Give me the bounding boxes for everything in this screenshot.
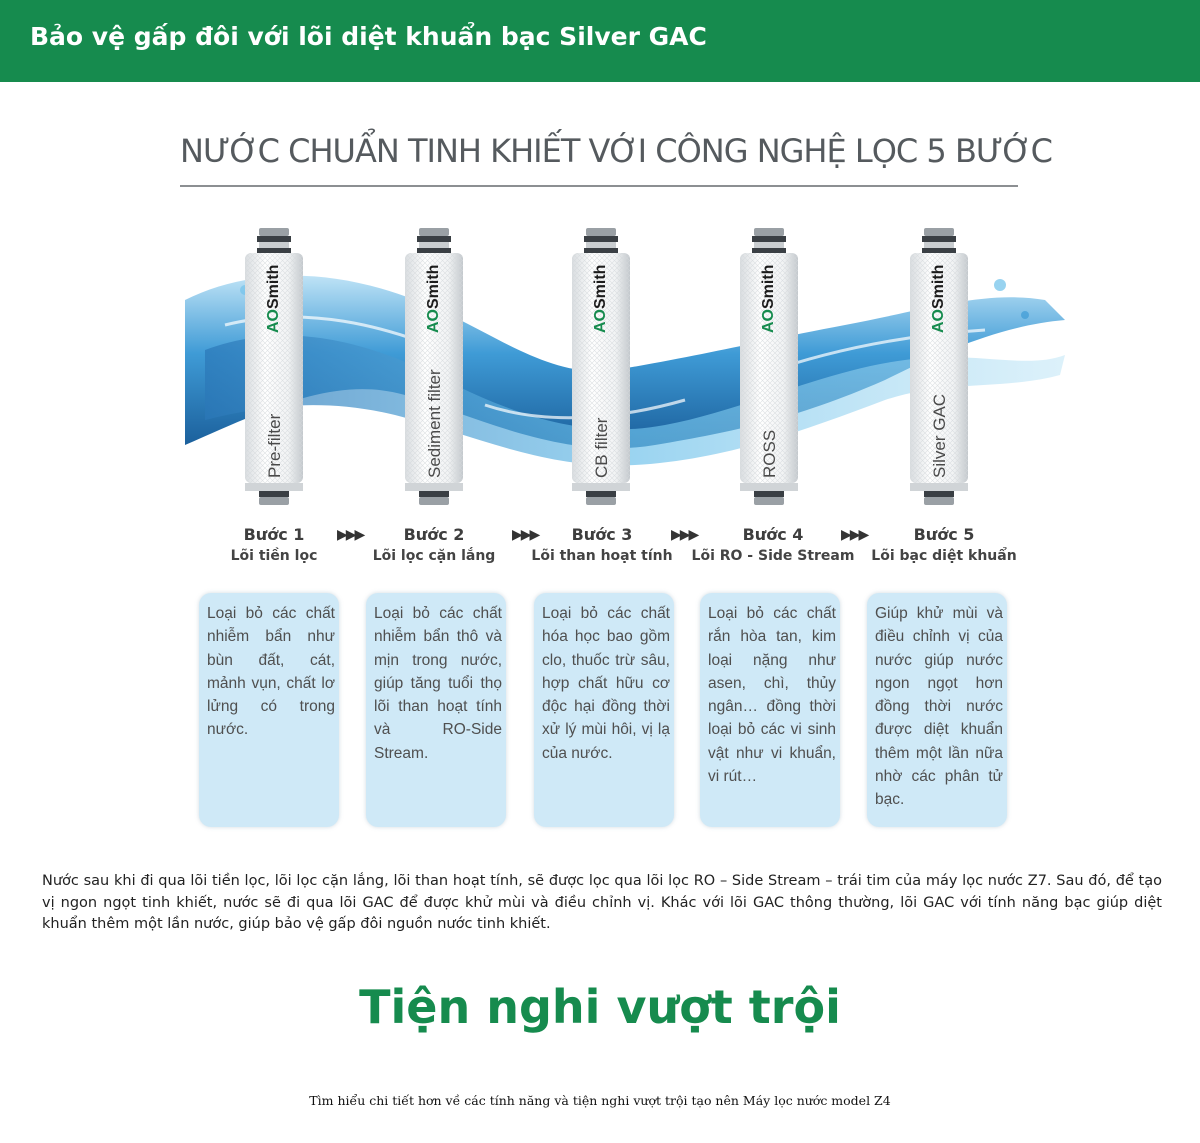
step-description-box-5 [867,593,1007,827]
step-heading-4 [688,525,858,564]
step-description-box-4 [700,593,840,827]
filter-label: CB filter [592,417,611,478]
step-description-box-2 [366,593,506,827]
filter-label: ROSS [760,429,779,478]
body-paragraph: Nước sau khi đi qua lõi tiền lọc, lõi lọc cặn lắng, lõi than hoạt tính, sẽ được lọc qua lõi lọc RO – Side Stream – trái tim của máy lọc nước Z7. Sau đó, để tạo vị ngon ngọt tinh khiết, nước sẽ đi qua lõi GAC để được khử mùi và điều chỉnh vị. Khác với lõi GAC thông thường, lõi GAC với tính năng bạc giúp diệt khuẩn thêm một lần nước, giúp bảo vệ gấp đôi nguồn nước tinh khiết. [42,873,1162,932]
step-name: Lõi than hoạt tính [531,548,673,564]
ao-smith-logo [265,265,283,333]
filter-label: Sediment filter [425,369,444,478]
ao-smith-logo [425,265,443,333]
step-description: Loại bỏ các chất nhiễm bẩn thô và mịn trong nước, giúp tăng tuổi thọ lõi than hoạt tính và RO-Side Stream. [374,605,502,762]
filter-label: Silver GAC [930,393,949,478]
step-number: Bước 5 [913,525,975,544]
step-arrow-icon: ▶▶▶ [671,527,698,543]
step-number: Bước 2 [403,525,465,544]
step-heading-3 [527,525,677,564]
step-number: Bước 1 [243,525,305,544]
logo-ao-mark: AO [930,309,947,333]
step-name: Lõi tiền lọc [230,548,318,564]
filter-cartridge-1 [245,228,303,508]
step-name: Lõi lọc cặn lắng [372,548,496,564]
logo-ao-mark: AO [760,309,777,333]
section-heading: Tiện nghi vượt trội [359,980,841,1034]
step-arrow-icon: ▶▶▶ [512,527,539,543]
step-description: Loại bỏ các chất rắn hòa tan, kim loại nặng như asen, chì, thủy ngân… đồng thời loại bỏ các vi sinh vật như vi khuẩn, vi rút… [708,605,836,786]
logo-ao-mark: AO [592,309,609,333]
ao-smith-logo [760,265,778,333]
logo-ao-mark: AO [425,309,442,333]
step-name: Lõi RO - Side Stream [691,548,855,564]
step-arrow-icon: ▶▶▶ [841,527,868,543]
step-number: Bước 4 [742,525,804,544]
step-description-box-1 [199,593,339,827]
title-divider [180,185,1018,187]
filter-cartridge-4 [740,228,798,508]
logo-brand-name: Smith [425,264,442,309]
logo-ao-mark: AO [265,309,282,333]
step-arrow-icon: ▶▶▶ [337,527,364,543]
logo-brand-name: Smith [265,264,282,309]
caption-text: Tìm hiểu chi tiết hơn về các tính năng và tiện nghi vượt trội tạo nên Máy lọc nước model Z4 [309,1093,891,1108]
ao-smith-logo [592,265,610,333]
step-number: Bước 3 [571,525,633,544]
filter-label: Pre-filter [265,413,284,478]
logo-brand-name: Smith [930,264,947,309]
logo-brand-name: Smith [760,264,777,309]
step-description-box-3 [534,593,674,827]
step-description: Loại bỏ các chất hóa học bao gồm clo, thuốc trừ sâu, hợp chất hữu cơ độc hại đồng thời xử lý mùi hôi, vị lạ của nước. [542,605,670,762]
filter-cartridge-5 [910,228,968,508]
step-heading-5 [868,525,1020,564]
step-description: Giúp khử mùi và điều chỉnh vị của nước giúp nước ngon ngọt hơn đồng thời nước được diệt khuẩn thêm một lần nữa nhờ các phân tử bạc. [875,605,1003,809]
ao-smith-logo [930,265,948,333]
step-name: Lõi bạc diệt khuẩn [871,548,1017,564]
filter-cartridge-3 [572,228,630,508]
step-heading-2 [369,525,499,564]
top-banner [0,0,1200,82]
infographic-title: NƯỚC CHUẨN TINH KHIẾT VỚI CÔNG NGHỆ LỌC 5 BƯỚC [180,132,1052,170]
step-heading-1 [214,525,334,564]
banner-title: Bảo vệ gấp đôi với lõi diệt khuẩn bạc Silver GAC [30,22,707,51]
logo-brand-name: Smith [592,264,609,309]
filter-cartridge-2 [405,228,463,508]
step-description: Loại bỏ các chất nhiễm bẩn như bùn đất, cát, mảnh vụn, chất lơ lửng có trong nước. [207,605,335,739]
